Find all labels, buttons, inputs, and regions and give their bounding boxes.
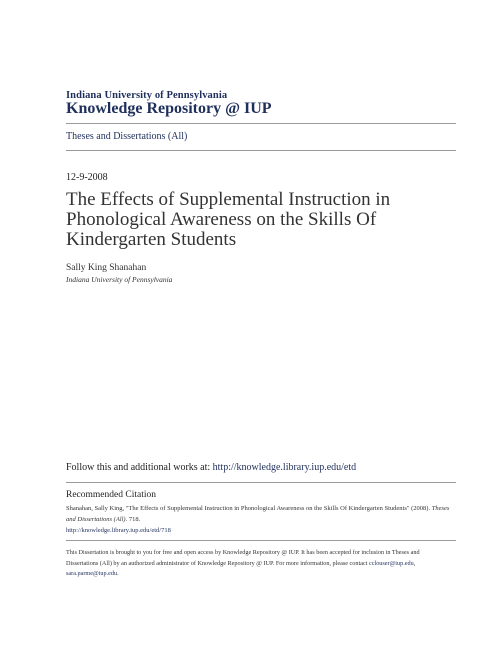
statement-end: . [117, 570, 119, 577]
institution-name: Indiana University of Pennsylvania [66, 90, 228, 101]
citation-number: . 718. [125, 516, 141, 523]
divider-distribution [66, 540, 456, 541]
contact-email-2[interactable]: sara.parme@iup.edu [66, 570, 118, 577]
follow-line [66, 462, 356, 473]
divider-collection [66, 150, 456, 151]
contact-email-1[interactable]: cclouser@iup.edu [368, 559, 414, 567]
publication-date: 12-9-2008 [66, 172, 108, 183]
divider-top [66, 123, 456, 124]
divider-citation [66, 482, 456, 483]
email-separator: , [413, 559, 416, 567]
citation-heading: Recommended Citation [66, 490, 156, 500]
distribution-text: This Dissertation is brought to you for free and open access by Knowledge Repository @ IUP. It has been accepted for inclusion in Theses and Dissertations (All) by an authorized administrator of Knowledge Repository @ IUP. For more information, please contact [66, 549, 420, 567]
repository-name: Knowledge Repository @ IUP [66, 100, 272, 117]
citation-text: Shanahan, Sally King, "The Effects of Supplemental Instruction in Phonological Awareness on the Skills Of Kindergarten Students" (2008). [66, 505, 431, 512]
repository-link[interactable]: http://knowledge.library.iup.edu/etd [212, 462, 357, 473]
citation-series: Theses and Dissertations (All) [66, 505, 450, 523]
collection-link[interactable]: Theses and Dissertations (All) [66, 131, 188, 142]
citation-link[interactable]: http://knowledge.library.iup.edu/etd/718 [66, 527, 171, 534]
citation-block [66, 503, 451, 536]
document-title: The Effects of Supplemental Instruction in Phonological Awareness on the Skills Of Kindergarten Students [66, 189, 391, 250]
author-name: Sally King Shanahan [66, 263, 147, 273]
follow-prefix: Follow this and additional works at: [66, 462, 213, 473]
author-affiliation: Indiana University of Pennsylvania [66, 275, 173, 284]
distribution-statement [66, 548, 451, 580]
